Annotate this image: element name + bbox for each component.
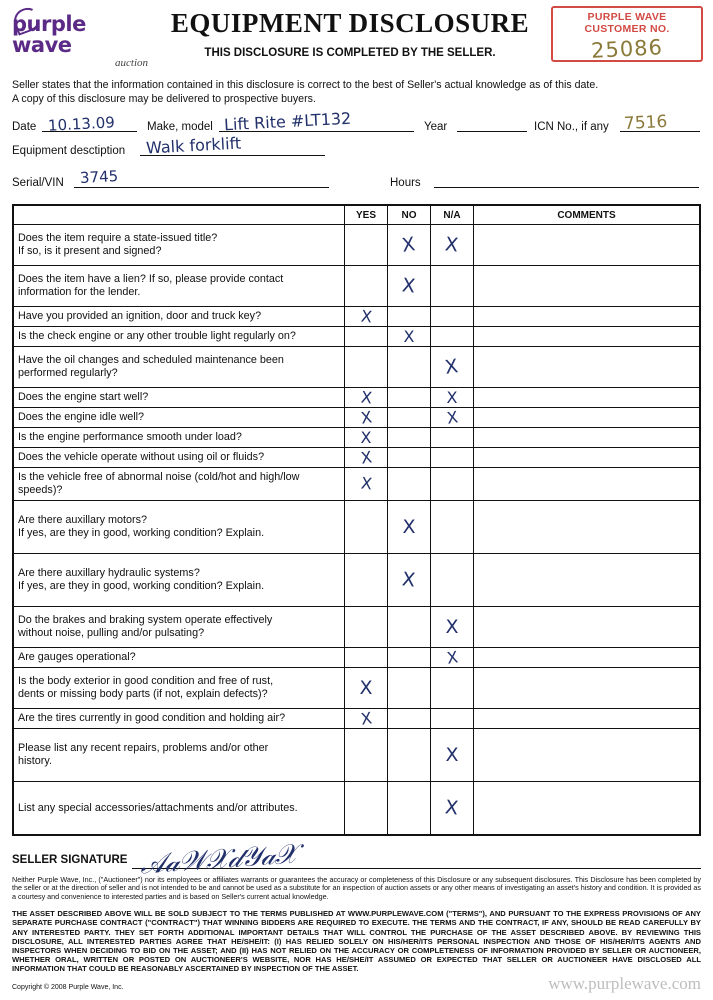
question-cell: Does the engine idle well? [14, 408, 345, 428]
checkmark-icon: X [445, 615, 459, 638]
serial-label: Serial/VIN [12, 177, 64, 189]
table-row [14, 428, 700, 448]
yes-cell[interactable] [345, 468, 388, 501]
comments-cell[interactable] [474, 428, 700, 448]
purple-wave-logo [12, 14, 152, 69]
no-cell[interactable] [388, 709, 431, 729]
customer-number-value: 25086 [590, 35, 664, 63]
table-row [14, 782, 700, 835]
comments-cell[interactable] [474, 554, 700, 607]
field-row-1 [12, 108, 701, 140]
no-cell[interactable] [388, 554, 431, 607]
question-cell: Does the vehicle operate without using oil or fluids? [14, 448, 345, 468]
statement-line-2: A copy of this disclosure may be delivered to prospective buyers. [12, 93, 316, 105]
question-cell: Is the check engine or any other trouble light regularly on? [14, 327, 345, 347]
comments-cell[interactable] [474, 408, 700, 428]
no-cell[interactable] [388, 266, 431, 307]
checkmark-icon: X [359, 386, 373, 408]
question-cell: Are there auxillary hydraulic systems? If yes, are they in good, working condition? Explain. [14, 554, 345, 607]
signature-label: SELLER SIGNATURE [12, 854, 128, 866]
checkmark-icon: X [359, 707, 373, 729]
statement-line-1: Seller states that the information contained in this disclosure is correct to the best of Seller's actual knowledge as of this date. [12, 79, 599, 91]
logo-wordmark: purple wave [12, 12, 86, 57]
table-row [14, 307, 700, 327]
checkmark-icon: X [359, 676, 373, 699]
yes-cell[interactable] [345, 448, 388, 468]
seller-signature-ink[interactable]: 𝒜𝒶𝒲𝒳𝒹𝒴𝒶𝒳 [139, 838, 298, 880]
na-cell[interactable] [431, 729, 474, 782]
na-cell[interactable] [431, 668, 474, 709]
question-cell: Have you provided an ignition, door and truck key? [14, 307, 345, 327]
comments-cell[interactable] [474, 307, 700, 327]
na-cell[interactable] [431, 428, 474, 448]
na-cell[interactable] [431, 709, 474, 729]
yes-cell[interactable] [345, 266, 388, 307]
checkmark-icon: X [359, 406, 373, 428]
table-header-row [14, 206, 700, 225]
yes-cell[interactable] [345, 554, 388, 607]
table-row [14, 709, 700, 729]
checkmark-icon: X [359, 305, 373, 327]
na-cell[interactable] [431, 782, 474, 835]
document-header [0, 0, 713, 72]
table-row [14, 668, 700, 709]
na-cell[interactable] [431, 388, 474, 408]
column-header-no: NO [388, 206, 431, 225]
no-cell[interactable] [388, 408, 431, 428]
date-label: Date [12, 121, 37, 133]
serial-value[interactable]: 3745 [79, 167, 119, 187]
signature-row [12, 838, 701, 880]
na-cell[interactable] [431, 501, 474, 554]
na-cell[interactable] [431, 327, 474, 347]
comments-cell[interactable] [474, 448, 700, 468]
column-header-question [14, 206, 345, 225]
table-row [14, 408, 700, 428]
no-cell[interactable] [388, 307, 431, 327]
make-model-value[interactable]: Lift Rite #LT132 [223, 108, 352, 135]
na-cell[interactable] [431, 448, 474, 468]
icn-value[interactable]: 7516 [623, 111, 668, 135]
checkmark-icon: X [359, 473, 373, 494]
yes-cell[interactable] [345, 347, 388, 388]
checkmark-icon: X [401, 273, 417, 298]
checkmark-icon: X [403, 326, 415, 346]
comments-cell[interactable] [474, 468, 700, 501]
customer-number-box [551, 6, 703, 62]
yes-cell[interactable] [345, 225, 388, 266]
na-cell[interactable] [431, 607, 474, 648]
no-cell[interactable] [388, 448, 431, 468]
na-cell[interactable] [431, 468, 474, 501]
yes-cell[interactable] [345, 307, 388, 327]
table-row [14, 554, 700, 607]
description-label: Equipment desctiption [12, 145, 126, 157]
table-row [14, 468, 700, 501]
comments-cell[interactable] [474, 648, 700, 668]
yes-cell[interactable] [345, 668, 388, 709]
disclosure-table-body [14, 225, 700, 835]
comments-cell[interactable] [474, 225, 700, 266]
comments-cell[interactable] [474, 709, 700, 729]
table-row [14, 266, 700, 307]
no-cell[interactable] [388, 782, 431, 835]
yes-cell[interactable] [345, 501, 388, 554]
question-cell: Does the item require a state-issued title? If so, is it present and signed? [14, 225, 345, 266]
no-cell[interactable] [388, 501, 431, 554]
yes-cell[interactable] [345, 388, 388, 408]
comments-cell[interactable] [474, 607, 700, 648]
question-cell: Does the item have a lien? If so, please provide contact information for the lender. [14, 266, 345, 307]
checkmark-icon: X [402, 515, 416, 538]
hours-rule [434, 172, 699, 188]
hours-label: Hours [390, 177, 421, 189]
column-header-comments: COMMENTS [474, 206, 700, 225]
table-row [14, 607, 700, 648]
description-value[interactable]: Walk forklift [145, 133, 242, 158]
field-section [12, 108, 701, 194]
no-cell[interactable] [388, 327, 431, 347]
question-cell: Are gauges operational? [14, 648, 345, 668]
seller-statement [12, 78, 701, 106]
question-cell: Is the engine performance smooth under load? [14, 428, 345, 448]
table-row [14, 347, 700, 388]
no-cell[interactable] [388, 347, 431, 388]
title-block [160, 8, 540, 59]
na-cell[interactable] [431, 347, 474, 388]
yes-cell[interactable] [345, 327, 388, 347]
question-cell: Please list any recent repairs, problems and/or other history. [14, 729, 345, 782]
checkmark-icon: X [445, 406, 459, 428]
no-cell[interactable] [388, 388, 431, 408]
checkmark-icon: X [401, 567, 417, 592]
yes-cell[interactable] [345, 729, 388, 782]
legal-paragraph-1: Neither Purple Wave, Inc., ("Auctioneer") nor its employees or affiliates warrants or guarantees the accuracy or completeness of this Disclosure or any subsequent disclosures. This Disclosure has been completed by the seller or at the direction of seller and is not intended to be and cannot be used as a substitute for an inspection of auction assets or any other means of investigating an asset's history and condition. It is provided as a courtesy and convenience to interested parties and is based on Seller's current actual knowledge. [12, 875, 701, 901]
icn-label: ICN No., if any [534, 121, 609, 133]
make-model-label: Make, model [147, 121, 213, 133]
column-header-na: N/A [431, 206, 474, 225]
yes-cell[interactable] [345, 709, 388, 729]
checkmark-icon: X [445, 646, 459, 668]
no-cell[interactable] [388, 729, 431, 782]
checkmark-icon: X [445, 743, 459, 766]
disclosure-table [13, 205, 700, 835]
question-cell: Do the brakes and braking system operate effectively without noise, pulling and/or pulsating? [14, 607, 345, 648]
checkmark-icon: X [400, 232, 417, 257]
disclosure-table-wrapper [12, 204, 701, 836]
na-cell[interactable] [431, 554, 474, 607]
comments-cell[interactable] [474, 782, 700, 835]
table-row [14, 648, 700, 668]
question-cell: List any special accessories/attachments and/or attributes. [14, 782, 345, 835]
customer-box-line1: PURPLE WAVE [587, 11, 667, 23]
website-watermark: www.purplewave.com [548, 973, 701, 993]
question-cell: Have the oil changes and scheduled maintenance been performed regularly? [14, 347, 345, 388]
page-subtitle: THIS DISCLOSURE IS COMPLETED BY THE SELLER. [204, 47, 496, 59]
yes-cell[interactable] [345, 782, 388, 835]
comments-cell[interactable] [474, 668, 700, 709]
comments-cell[interactable] [474, 327, 700, 347]
date-value[interactable]: 10.13.09 [47, 113, 116, 135]
document-footer [12, 973, 701, 1000]
checkmark-icon: X [444, 795, 460, 820]
year-label: Year [424, 121, 448, 133]
yes-cell[interactable] [345, 428, 388, 448]
checkmark-icon: X [360, 427, 372, 447]
checkmark-icon: X [446, 387, 458, 407]
no-cell[interactable] [388, 648, 431, 668]
comments-cell[interactable] [474, 266, 700, 307]
customer-box-line2: CUSTOMER NO. [584, 23, 670, 35]
no-cell[interactable] [388, 468, 431, 501]
page-title: EQUIPMENT DISCLOSURE [170, 8, 530, 38]
checkmark-icon: X [444, 232, 460, 257]
table-row [14, 388, 700, 408]
comments-cell[interactable] [474, 501, 700, 554]
no-cell[interactable] [388, 428, 431, 448]
na-cell[interactable] [431, 225, 474, 266]
year-rule [457, 116, 527, 132]
na-cell[interactable] [431, 408, 474, 428]
na-cell[interactable] [431, 307, 474, 327]
comments-cell[interactable] [474, 347, 700, 388]
field-row-2 [12, 133, 701, 164]
table-row [14, 729, 700, 782]
table-row [14, 448, 700, 468]
question-cell: Is the vehicle free of abnormal noise (cold/hot and high/low speeds)? [14, 468, 345, 501]
comments-cell[interactable] [474, 729, 700, 782]
question-cell: Are there auxillary motors? If yes, are they in good, working condition? Explain. [14, 501, 345, 554]
copyright-text: Copyright © 2008 Purple Wave, Inc. [12, 983, 124, 991]
yes-cell[interactable] [345, 648, 388, 668]
checkmark-icon: X [443, 354, 460, 379]
logo-tagline: auction [115, 57, 148, 69]
table-row [14, 501, 700, 554]
na-cell[interactable] [431, 266, 474, 307]
question-cell: Are the tires currently in good condition and holding air? [14, 709, 345, 729]
question-cell: Is the body exterior in good condition and free of rust, dents or missing body parts (if not, explain defects)? [14, 668, 345, 709]
legal-paragraph-2: THE ASSET DESCRIBED ABOVE WILL BE SOLD SUBJECT TO THE TERMS PUBLISHED AT WWW.PURPLEWAVE.COM ("TERMS"), AND PURSUANT TO THE EXPRESS PROVISIONS OF ANY SEPARATE PURCHASE CONTRACT ("CONTRACT") THAT WINNING BIDDERS ARE REQUIRED TO EXECUTE. THE TERMS AND THE CONTRACT, IF ANY, SHOULD BE READ CAREFULLY BY ANY INTERESTED PARTY. THEY SET FORTH ADDITIONAL IMPORTANT DETAILS THAT WILL CONTROL THE PURCHASE OF THE ASSET DESCRIBED ABOVE. BY REVIEWING THIS DISCLOSURE, ALL INTERESTED PARTIES AGREE THAT HE/SHE/IT: (I) HAS RELIED SOLELY ON HIS/HER/ITS PERSONAL INSPECTION AND THOSE OF HIS/HER/ITS AGENTS AND INSPECTORS WHEN DECIDING TO BID ON THE ASSET; AND (II) HAS NOT RELIED ON THE ACCURACY OR COMPLETENESS OF INFORMATION PROVIDED BY SELLER OR AUCTIONEER, WHETHER ORAL, WRITTEN OR POSTED ON AUCTIONEER'S WEBSITE, NOR HAS HE/SHE/IT ASSUMED OR EXPECTED THAT SELLER OR AUCTIONEER HAVE DISCLOSED ALL INFORMATION THAT COULD BE REASONABLY ASCERTAINED BY INSPECTION OF THE ASSET. [12, 909, 701, 974]
no-cell[interactable] [388, 668, 431, 709]
table-row [14, 225, 700, 266]
no-cell[interactable] [388, 607, 431, 648]
comments-cell[interactable] [474, 388, 700, 408]
field-row-3 [12, 164, 701, 194]
yes-cell[interactable] [345, 607, 388, 648]
yes-cell[interactable] [345, 408, 388, 428]
na-cell[interactable] [431, 648, 474, 668]
no-cell[interactable] [388, 225, 431, 266]
checkmark-icon: X [359, 446, 373, 468]
table-row [14, 327, 700, 347]
column-header-yes: YES [345, 206, 388, 225]
question-cell: Does the engine start well? [14, 388, 345, 408]
